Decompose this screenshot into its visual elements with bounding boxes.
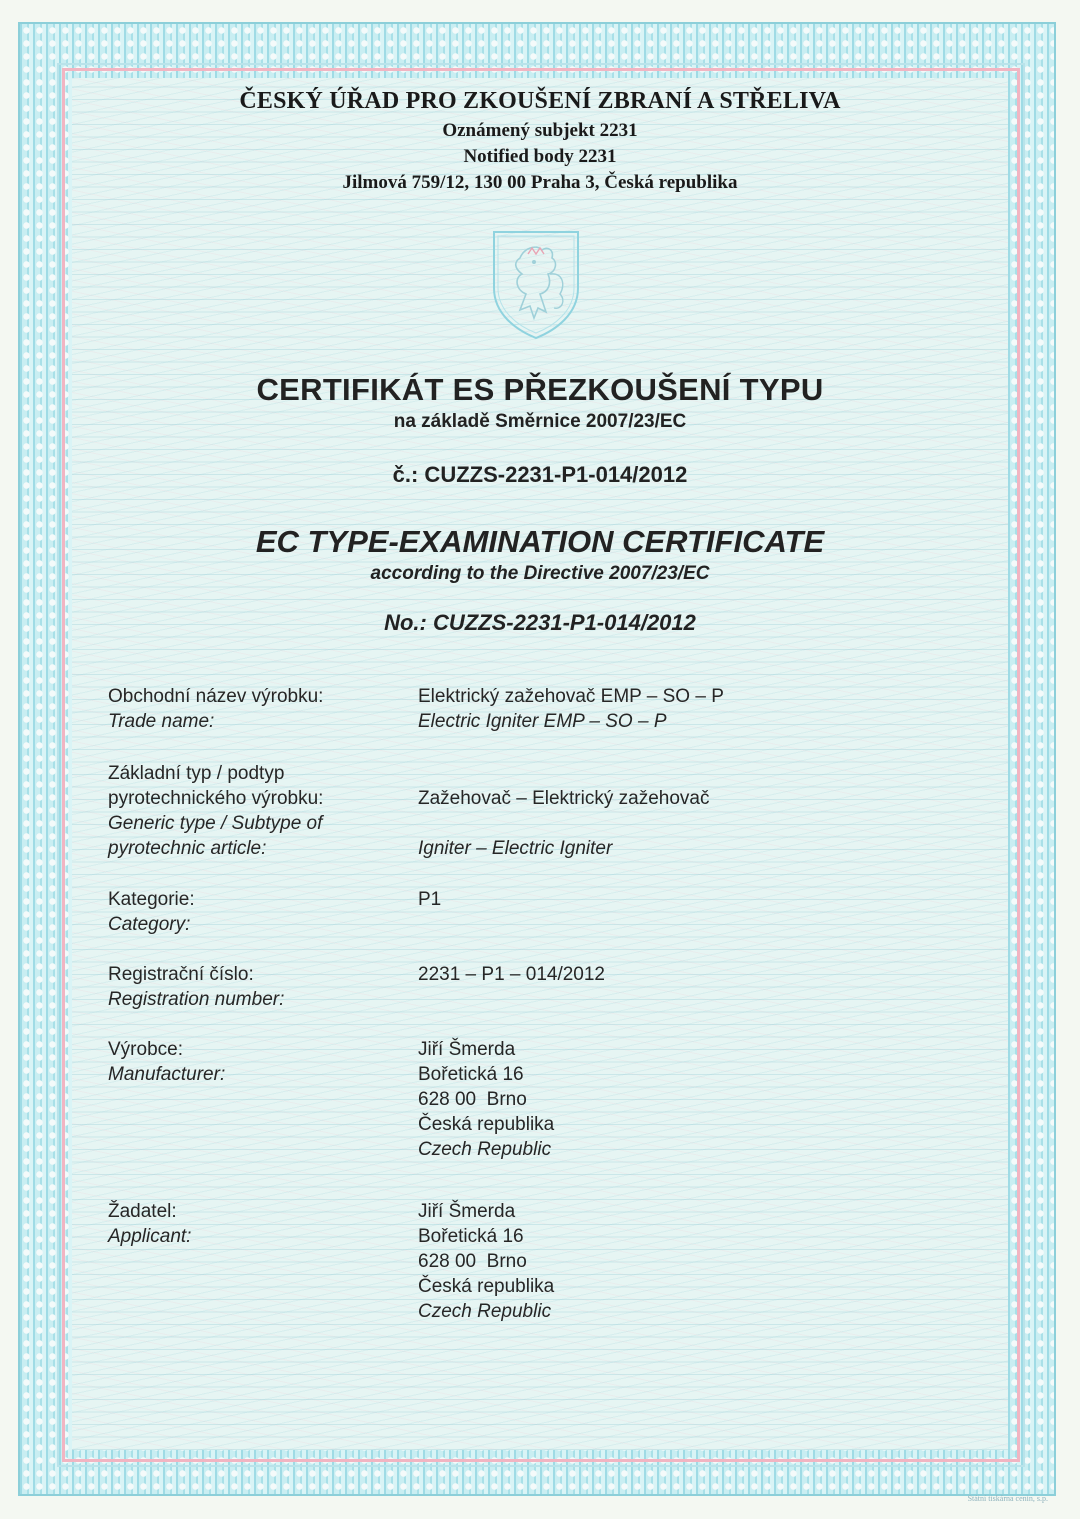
registration-value: 2231 – P1 – 014/2012 [418,964,606,985]
certificate-number-cz: č.: CUZZS-2231-P1-014/2012 [392,462,688,487]
type-value-en: Igniter – Electric Igniter [418,838,613,859]
notified-body-cz: Oznámený subjekt 2231 [442,120,638,141]
applicant-label-en: Applicant: [108,1226,192,1247]
type-label-en-line2: pyrotechnic article: [108,838,267,859]
category-label-cz: Kategorie: [108,889,195,910]
applicant-street: Bořetická 16 [418,1226,524,1247]
czech-lion-coat-of-arms-icon [490,228,582,340]
manufacturer-city: 628 00 Brno [418,1089,527,1110]
registration-label-cz: Registrační číslo: [108,964,254,985]
authority-name: ČESKÝ ÚŘAD PRO ZKOUŠENÍ ZBRANÍ A STŘELIVA [239,88,841,114]
type-value-cz: Zažehovač – Elektrický zažehovač [418,788,710,809]
manufacturer-name: Jiří Šmerda [418,1039,516,1060]
certificate-title-cz: CERTIFIKÁT ES PŘEZKOUŠENÍ TYPU [256,372,824,407]
manufacturer-country-en: Czech Republic [418,1139,552,1160]
manufacturer-street: Bořetická 16 [418,1064,524,1085]
category-value: P1 [418,889,442,910]
type-label-en-line1: Generic type / Subtype of [108,813,323,834]
directive-basis-cz: na základě Směrnice 2007/23/EC [393,411,687,432]
printer-imprint: Státní tiskárna cenin, s.p. [967,1494,1048,1503]
authority-address: Jilmová 759/12, 130 00 Praha 3, Česká republika [342,172,738,193]
applicant-country-cz: Česká republika [418,1276,555,1297]
manufacturer-label-en: Manufacturer: [108,1064,226,1085]
certificate-title-en: EC TYPE-EXAMINATION CERTIFICATE [255,524,825,559]
manufacturer-label-cz: Výrobce: [108,1039,183,1060]
category-label-en: Category: [108,914,191,935]
trade-name-value-cz: Elektrický zažehovač EMP – SO – P [418,686,724,707]
trade-name-label-cz: Obchodní název výrobku: [108,686,324,707]
trade-name-label-en: Trade name: [108,711,215,732]
directive-basis-en: according to the Directive 2007/23/EC [370,563,710,584]
applicant-country-en: Czech Republic [418,1301,552,1322]
applicant-name: Jiří Šmerda [418,1201,516,1222]
applicant-label-cz: Žadatel: [108,1201,177,1222]
manufacturer-country-cz: Česká republika [418,1114,555,1135]
type-label-cz-line2: pyrotechnického výrobku: [108,788,324,809]
applicant-city: 628 00 Brno [418,1251,527,1272]
certificate-number-en: No.: CUZZS-2231-P1-014/2012 [384,610,696,635]
trade-name-value-en: Electric Igniter EMP – SO – P [418,711,667,732]
notified-body-en: Notified body 2231 [463,146,617,167]
registration-label-en: Registration number: [108,989,285,1010]
type-label-cz-line1: Základní typ / podtyp [108,763,285,784]
